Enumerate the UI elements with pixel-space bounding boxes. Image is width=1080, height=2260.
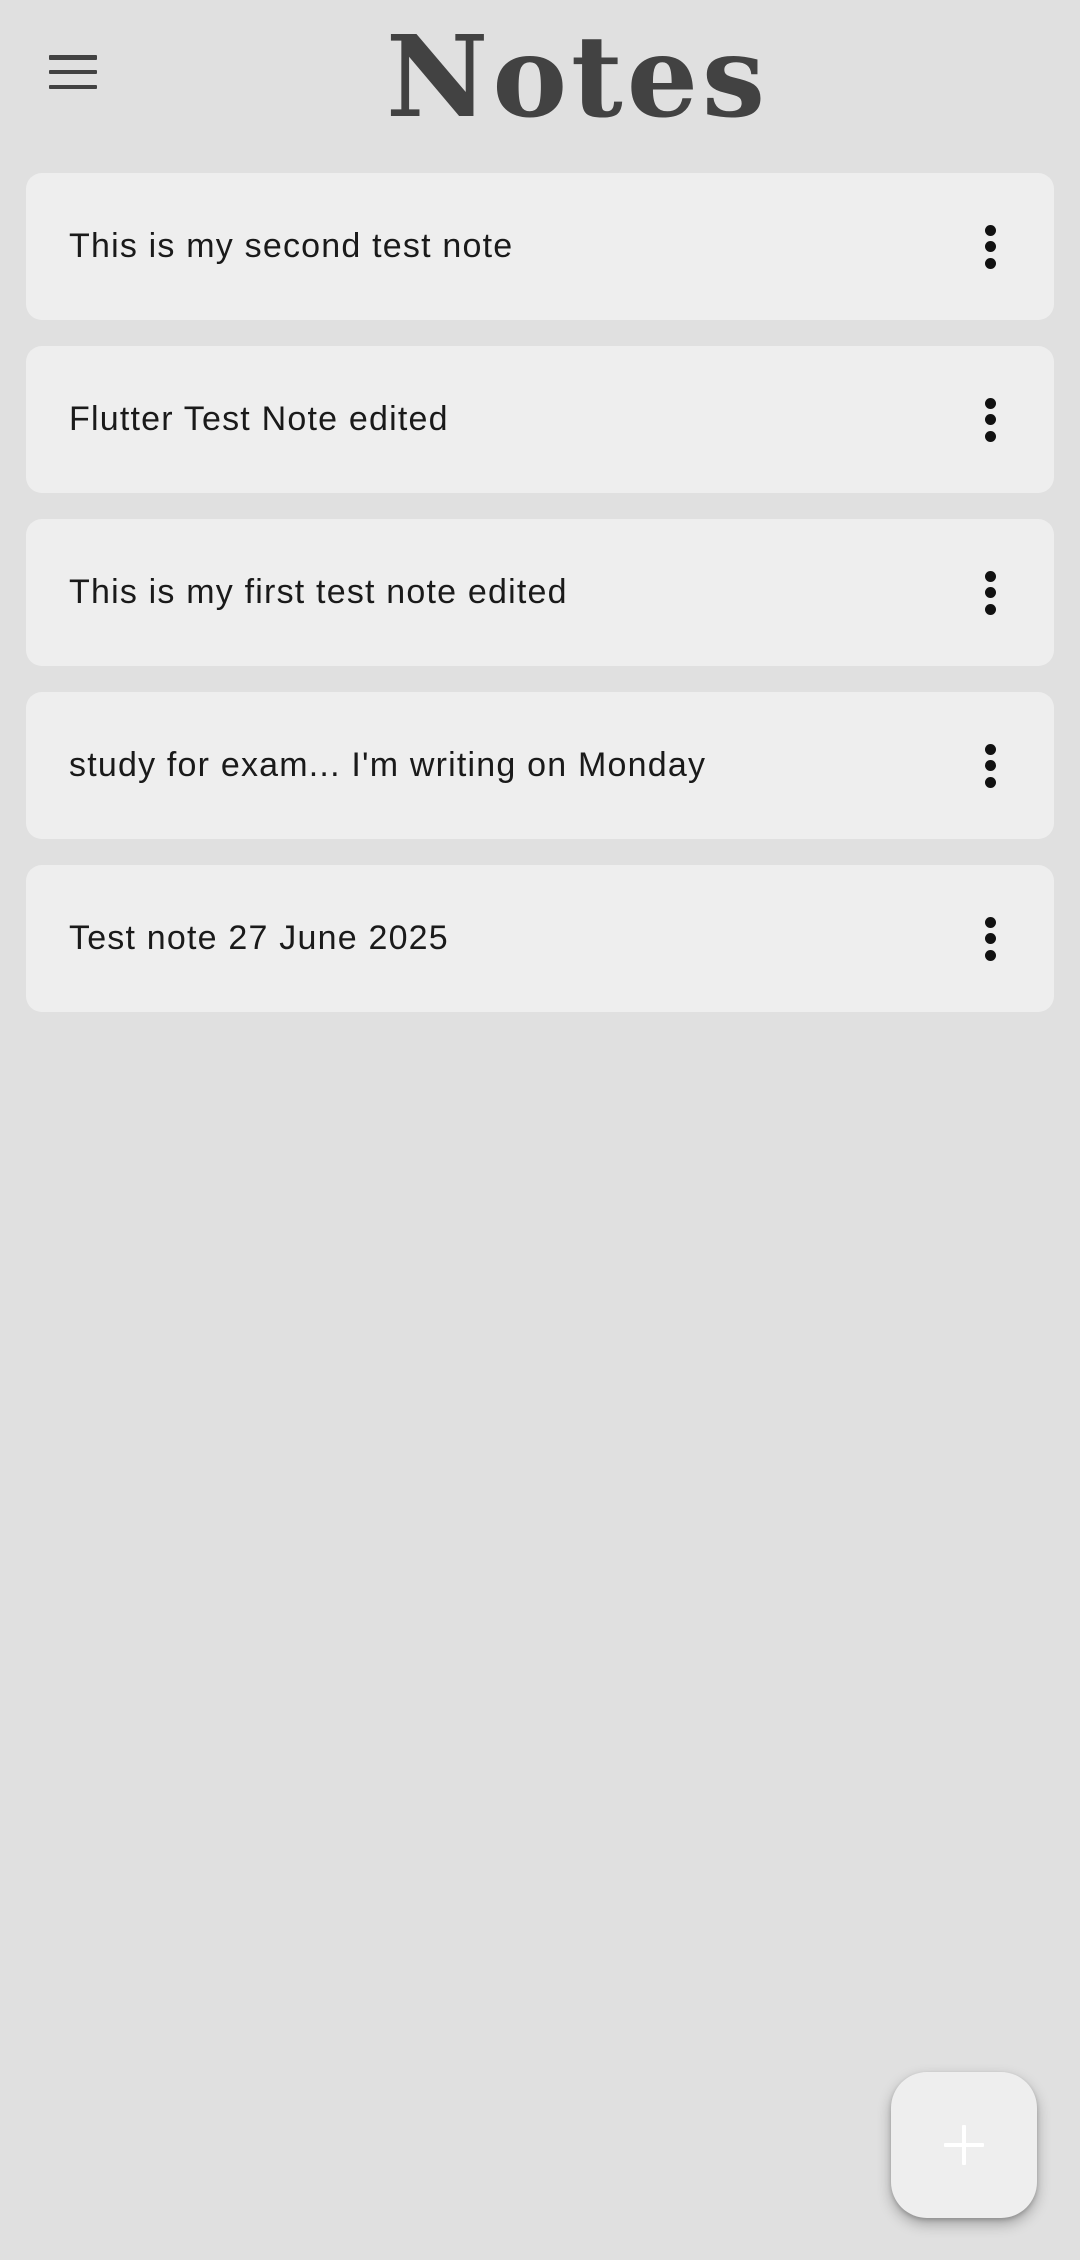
add-note-button[interactable] [891,2072,1037,2218]
plus-icon [944,2125,984,2165]
app-bar [0,0,1080,150]
note-options-button[interactable] [958,388,1022,452]
note-text: This is my first test note edited [69,573,568,611]
note-text: Flutter Test Note edited [69,400,449,438]
note-card[interactable] [26,346,1054,493]
note-options-button[interactable] [958,907,1022,971]
note-options-button[interactable] [958,561,1022,625]
more-vertical-icon [985,744,996,788]
note-text: This is my second test note [69,227,514,265]
note-card[interactable] [26,692,1054,839]
note-text: Test note 27 June 2025 [69,919,449,957]
note-card[interactable] [26,865,1054,1012]
more-vertical-icon [985,917,996,961]
note-card[interactable] [26,519,1054,666]
more-vertical-icon [985,398,996,442]
more-vertical-icon [985,571,996,615]
more-vertical-icon [985,225,996,269]
page-title: Notes [385,12,770,143]
note-options-button[interactable] [958,215,1022,279]
notes-list [26,173,1054,1038]
note-options-button[interactable] [958,734,1022,798]
note-card[interactable] [26,173,1054,320]
note-text: study for exam... I'm writing on Monday [69,746,707,784]
